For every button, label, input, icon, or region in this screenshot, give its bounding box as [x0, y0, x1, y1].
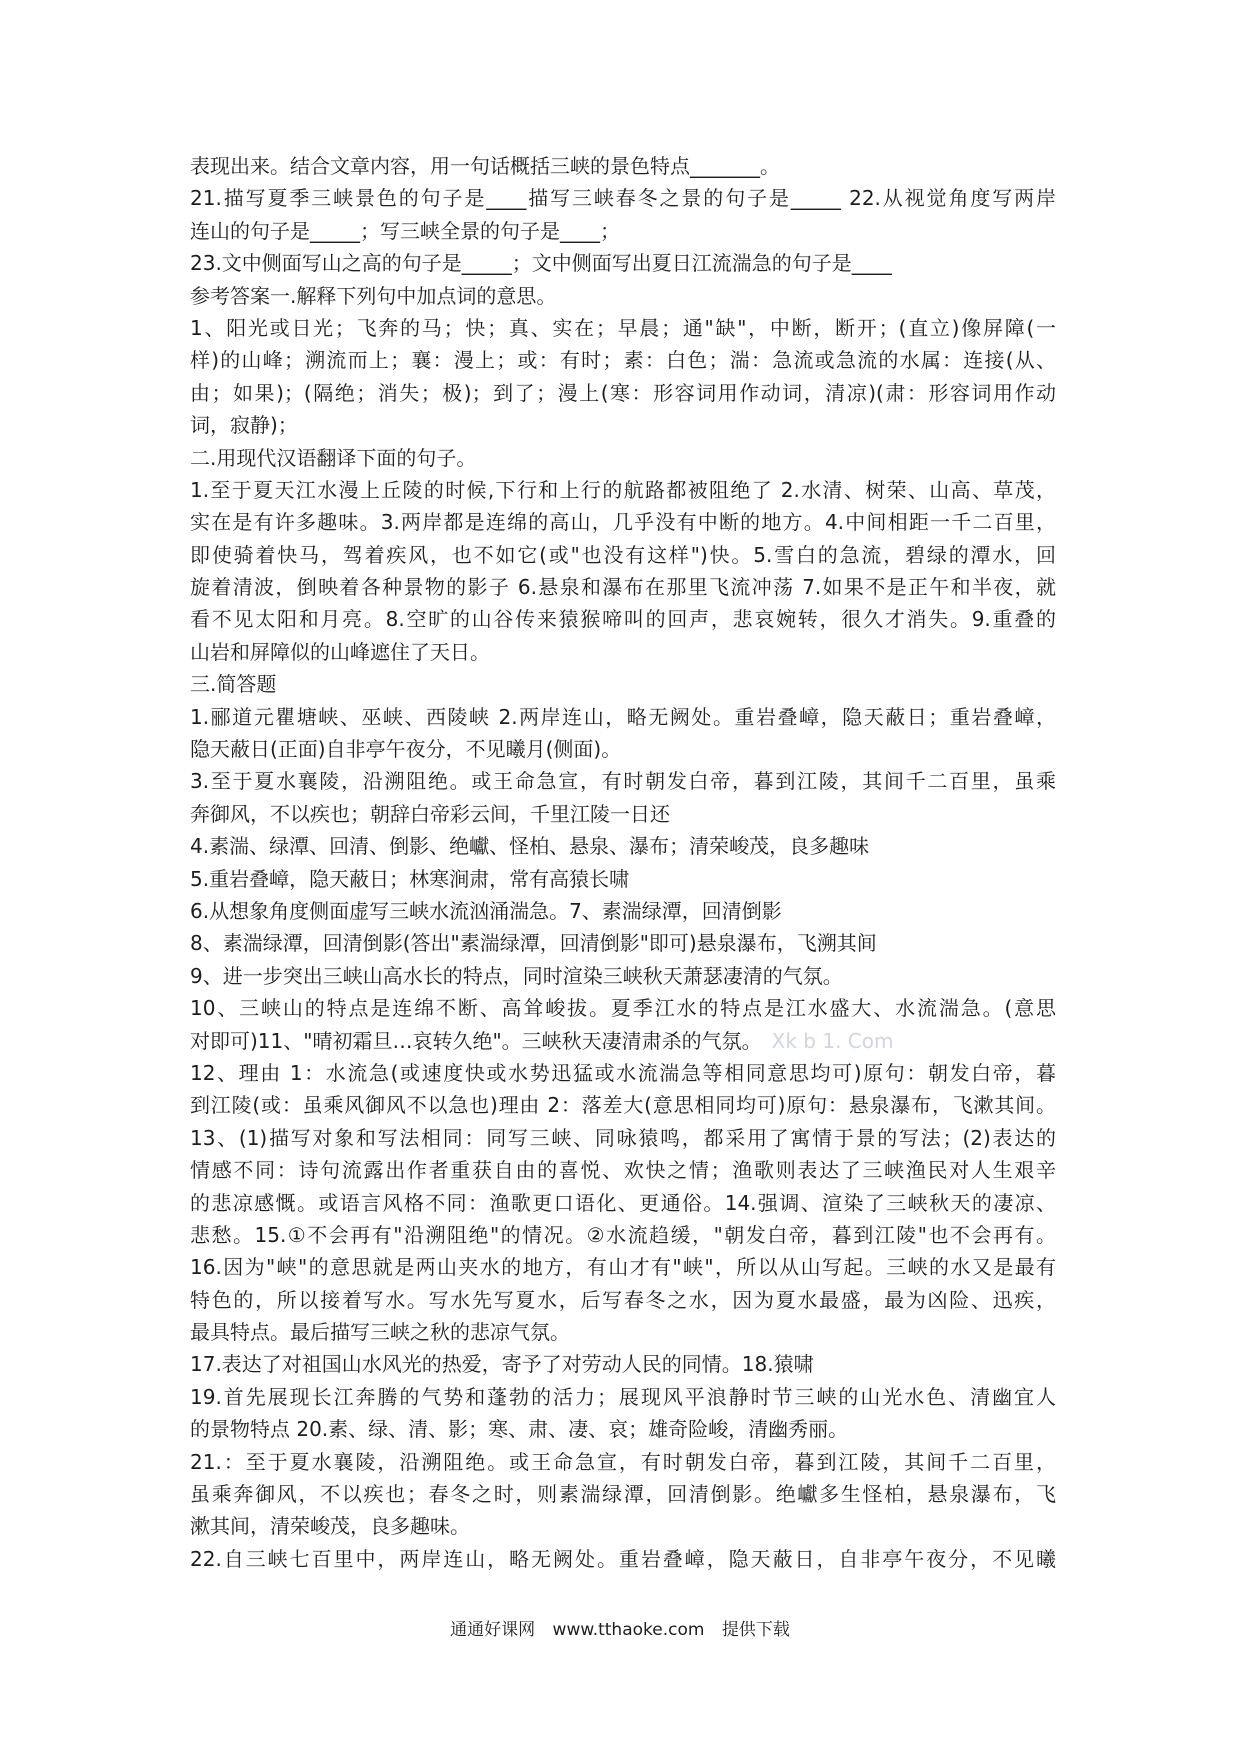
text-line: 21.：至于夏水襄陵，沿溯阻绝。或王命急宣，有时朝发白帝，暮到江陵，其间千二百里， — [190, 1449, 1056, 1474]
text-line: 19.首先展现长江奔腾的气势和蓬勃的活力；展现风平浪静时节三峡的山光水色、清幽宜人 — [190, 1384, 1056, 1409]
text-line: 9、进一步突出三峡山高水长的特点，同时渲染三峡秋天萧瑟凄清的气氛。 — [190, 963, 843, 988]
text-line: 5.重岩叠嶂，隐天蔽日；林寒涧肃，常有高猿长啸 — [190, 866, 630, 891]
text-line: 1、阳光或日光；飞奔的马；快；真、实在；早晨；通"缺"，中断，断开；(直立)像屏障(一 — [190, 315, 1056, 340]
text-line: 的景物特点 20.素、绿、清、影；寒、肃、凄、哀；雄奇险峻，清幽秀丽。 — [190, 1417, 849, 1442]
section-heading: 三.简答题 — [190, 672, 277, 697]
text-line: 3.至于夏水襄陵，沿溯阻绝。或王命急宣，有时朝发白帝，暮到江陵，其间千二百里，虽乘 — [190, 769, 1056, 794]
text-span: 对即可)11、"晴初霜旦…哀转久绝"。三峡秋天凄清肃杀的气氛。 — [190, 1028, 762, 1053]
text-line: 山岩和屏障似的山峰遮住了天日。 — [190, 639, 490, 664]
text-line: 漱其间，清荣峻茂，良多趣味。 — [190, 1514, 470, 1539]
page-footer — [0, 1615, 1240, 1640]
text-line: 16.因为"峡"的意思就是两山夹水的地方，有山才有"峡"，所以从山写起。三峡的水又是最有 — [190, 1255, 1056, 1280]
text-line: 的悲凉感慨。或语言风格不同：渔歌更口语化、更通俗。14.强调、渲染了三峡秋天的凄凉、 — [190, 1190, 1056, 1215]
text-line: 17.表达了对祖国山水风光的热爱，寄予了对劳动人民的同情。18.猿啸 — [190, 1352, 814, 1377]
section-heading: 二.用现代汉语翻译下面的句子。 — [190, 445, 477, 470]
text-line: 参考答案一.解释下列句中加点词的意思。 — [190, 283, 557, 308]
text-line: 21.描写夏季三峡景色的句子是____描写三峡春冬之景的句子是_____ 22.从视觉角度写两岸 — [190, 186, 1056, 211]
footer-url: www.tthaoke.com — [552, 1620, 705, 1640]
text-line: 12、理由 1：水流急(或速度快或水势迅猛或水流湍急等相同意思均可)原句：朝发白帝，暮 — [190, 1060, 1056, 1085]
text-line: 8、素湍绿潭，回清倒影(答出"素湍绿潭，回清倒影"即可)悬泉瀑布，飞溯其间 — [190, 931, 877, 956]
text-line: 1.至于夏天江水漫上丘陵的时候,下行和上行的航路都被阻绝了 2.水清、树荣、山高、草茂， — [190, 477, 1056, 502]
text-line: 情感不同：诗句流露出作者重获自由的喜悦、欢快之情；渔歌则表达了三峡渔民对人生艰辛 — [190, 1158, 1056, 1183]
text-line: 由；如果)；(隔绝；消失；极)；到了；漫上(寒：形容词用作动词，清凉)(肃：形容词用作动 — [190, 380, 1056, 405]
text-line: 实在是有许多趣味。3.两岸都是连绵的高山，几乎没有中断的地方。4.中间相距一千二百里， — [190, 510, 1056, 535]
text-line: 最具特点。最后描写三峡之秋的悲凉气氛。 — [190, 1320, 570, 1345]
text-line: 即使骑着快马，驾着疾风，也不如它(或"也没有这样")快。5.雪白的急流，碧绿的潭水，回 — [190, 542, 1056, 567]
text-line: 1.郦道元瞿塘峡、巫峡、西陵峡 2.两岸连山，略无阙处。重岩叠嶂，隐天蔽日；重岩叠嶂， — [190, 704, 1056, 729]
text-line: 隐天蔽日(正面)自非亭午夜分，不见曦月(侧面)。 — [190, 737, 622, 762]
text-line: 22.自三峡七百里中，两岸连山，略无阙处。重岩叠嶂，隐天蔽日，自非亭午夜分，不见曦 — [190, 1546, 1056, 1571]
text-line: 奔御风，不以疾也；朝辞白帝彩云间，千里江陵一日还 — [190, 801, 670, 826]
document-body — [190, 150, 1056, 1575]
footer-site-name: 通通好课网 — [450, 1620, 536, 1640]
text-line: 词，寂静)； — [190, 413, 298, 438]
text-line: 连山的句子是_____；写三峡全景的句子是____； — [190, 218, 620, 243]
text-line-with-watermark — [190, 1025, 1056, 1057]
text-line: 6.从想象角度侧面虚写三峡水流汹涌湍急。7、素湍绿潭，回清倒影 — [190, 898, 782, 923]
text-line: 样)的山峰；溯流而上；襄：漫上；或：有时；素：白色；湍：急流或急流的水属：连接(从、 — [190, 348, 1056, 373]
text-line: 悲愁。15.①不会再有"沿溯阻绝"的情况。②水流趋缓，"朝发白帝，暮到江陵"也不会再有。 — [190, 1222, 1056, 1247]
text-line: 特色的，所以接着写水。写水先写夏水，后写春冬之水，因为夏水最盛，最为凶险、迅疾， — [190, 1287, 1056, 1312]
footer-suffix: 提供下载 — [721, 1620, 790, 1640]
text-line: 旋着清波，倒映着各种景物的影子 6.悬泉和瀑布在那里飞流冲荡 7.如果不是正午和半夜，就 — [190, 575, 1056, 600]
text-line: 4.素湍、绿潭、回清、倒影、绝巘、怪柏、悬泉、瀑布；清荣峻茂，良多趣味 — [190, 834, 870, 859]
text-line: 看不见太阳和月亮。8.空旷的山谷传来猿猴啼叫的回声，悲哀婉转，很久才消失。9.重叠的 — [190, 607, 1056, 632]
text-line: 23.文中侧面写山之高的句子是_____；文中侧面写出夏日江流湍急的句子是____ — [190, 251, 892, 276]
text-line: 到江陵(或：虽乘风御风不以急也)理由 2：落差大(意思相同均可)原句：悬泉瀑布，飞漱其间。 — [190, 1093, 1056, 1118]
text-line: 表现出来。结合文章内容，用一句话概括三峡的景色特点_______。 — [190, 154, 780, 178]
text-line: 10、三峡山的特点是连绵不断、高耸峻拔。夏季江水的特点是江水盛大、水流湍急。(意思 — [190, 996, 1056, 1021]
watermark: Xk b 1. Com — [771, 1028, 894, 1053]
text-line: 虽乘奔御风，不以疾也；春冬之时，则素湍绿潭，回清倒影。绝巘多生怪柏，悬泉瀑布，飞 — [190, 1482, 1056, 1507]
text-line: 13、(1)描写对象和写法相同：同写三峡、同咏猿鸣，都采用了寓情于景的写法；(2)表达的 — [190, 1125, 1056, 1150]
